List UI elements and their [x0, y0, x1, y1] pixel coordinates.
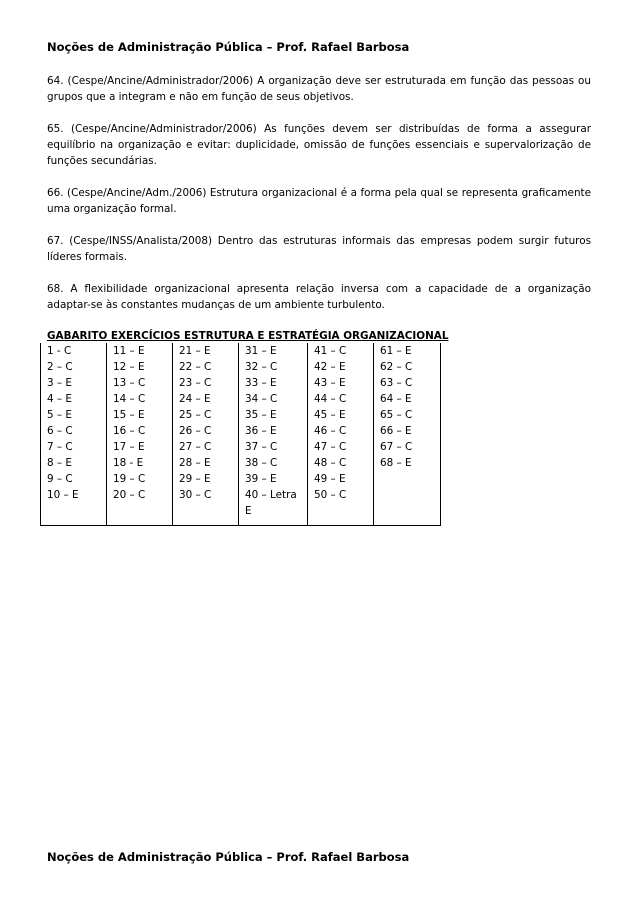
answer-21: 21 – E [179, 345, 211, 357]
gabarito-column-3 [173, 343, 239, 526]
gabarito-title: GABARITO EXERCÍCIOS ESTRUTURA E ESTRATÉGIA ORGANIZACIONAL [47, 330, 449, 342]
answer-11: 11 – E [113, 345, 145, 357]
answer-40-continued: E [245, 505, 252, 517]
answer-65: 65 – C [380, 409, 413, 421]
answer-46: 46 – C [314, 425, 347, 437]
answer-23: 23 – C [179, 377, 212, 389]
answer-19: 19 – C [113, 473, 146, 485]
answer-40: 40 – Letra [245, 489, 297, 501]
answer-33: 33 – E [245, 377, 277, 389]
answer-29: 29 – E [179, 473, 211, 485]
question-64: 64. (Cespe/Ancine/Administrador/2006) A organização deve ser estruturada em função das pessoas ou grupos que a integram e não em função de seus objetivos. [47, 75, 591, 103]
answer-27: 27 – C [179, 441, 212, 453]
question-66: 66. (Cespe/Ancine/Adm./2006) Estrutura organizacional é a forma pela qual se representa graficamente uma organização formal. [47, 187, 591, 215]
answer-4: 4 – E [47, 393, 72, 405]
gabarito-column-6 [374, 343, 441, 526]
answer-13: 13 – C [113, 377, 146, 389]
page-content [47, 73, 591, 526]
answer-3: 3 – E [47, 377, 72, 389]
answer-24: 24 – E [179, 393, 211, 405]
answer-49: 49 – E [314, 473, 346, 485]
answer-14: 14 – C [113, 393, 146, 405]
answer-2: 2 – C [47, 361, 73, 373]
answer-35: 35 – E [245, 409, 277, 421]
answer-34: 34 – C [245, 393, 278, 405]
answer-67: 67 – C [380, 441, 413, 453]
answer-28: 28 – E [179, 457, 211, 469]
gabarito-column-5 [308, 343, 374, 526]
answer-42: 42 – E [314, 361, 346, 373]
answer-7: 7 – C [47, 441, 73, 453]
answer-44: 44 – C [314, 393, 347, 405]
gabarito-column-4 [239, 343, 308, 526]
answer-12: 12 – E [113, 361, 145, 373]
answer-36: 36 – E [245, 425, 277, 437]
answer-10: 10 – E [47, 489, 79, 501]
answer-30: 30 – C [179, 489, 212, 501]
answer-38: 38 – C [245, 457, 278, 469]
page-header: Noções de Administração Pública – Prof. Rafael Barbosa [47, 40, 410, 54]
gabarito-column-2 [107, 343, 173, 526]
answer-9: 9 – C [47, 473, 73, 485]
question-65: 65. (Cespe/Ancine/Administrador/2006) As funções devem ser distribuídas de forma a assegurar equilíbrio na organização e evitar: duplicidade, omissão de funções essenciais e supervalorização de funções secundárias. [47, 123, 591, 167]
question-68: 68. A flexibilidade organizacional apresenta relação inversa com a capacidade de a organização adaptar-se às constantes mudanças de um ambiente turbulento. [47, 283, 591, 311]
answer-68: 68 – E [380, 457, 412, 469]
answer-18: 18 - E [113, 457, 144, 469]
answer-63: 63 – C [380, 377, 413, 389]
gabarito-row [41, 343, 441, 526]
answer-17: 17 – E [113, 441, 145, 453]
answer-66: 66 – E [380, 425, 412, 437]
answer-45: 45 – E [314, 409, 346, 421]
answer-64: 64 – E [380, 393, 412, 405]
answer-8: 8 – E [47, 457, 72, 469]
answer-62: 62 – C [380, 361, 413, 373]
answer-61: 61 – E [380, 345, 412, 357]
answer-48: 48 – C [314, 457, 347, 469]
answer-37: 37 – C [245, 441, 278, 453]
answer-20: 20 – C [113, 489, 146, 501]
answer-16: 16 – C [113, 425, 146, 437]
answer-50: 50 – C [314, 489, 347, 501]
answer-41: 41 – C [314, 345, 347, 357]
answer-39: 39 – E [245, 473, 277, 485]
answer-25: 25 – C [179, 409, 212, 421]
answer-1: 1 - C [47, 345, 72, 357]
gabarito-column-1 [41, 343, 107, 526]
answer-47: 47 – C [314, 441, 347, 453]
question-67: 67. (Cespe/INSS/Analista/2008) Dentro das estruturas informais das empresas podem surgir futuros líderes formais. [47, 235, 591, 263]
answer-6: 6 – C [47, 425, 73, 437]
answer-43: 43 – E [314, 377, 346, 389]
answer-5: 5 – E [47, 409, 72, 421]
gabarito-table [40, 343, 441, 526]
answer-22: 22 – C [179, 361, 212, 373]
answer-15: 15 – E [113, 409, 145, 421]
answer-26: 26 – C [179, 425, 212, 437]
answer-32: 32 – C [245, 361, 278, 373]
page-footer: Noções de Administração Pública – Prof. Rafael Barbosa [47, 850, 410, 864]
answer-31: 31 – E [245, 345, 277, 357]
